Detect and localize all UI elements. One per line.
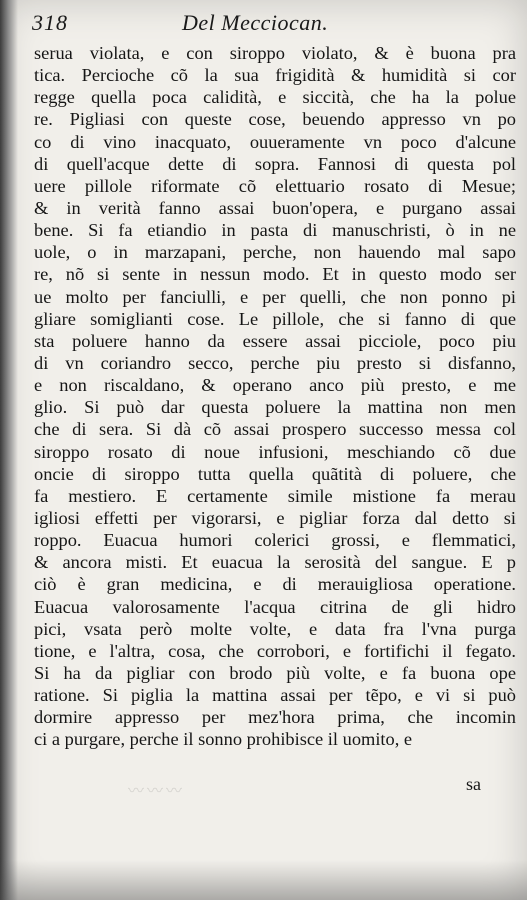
text-line: Euacua valorosamente l'acqua citrina de gli hidro: [34, 596, 516, 617]
text-line: Si ha da pigliar con brodo più volte, e fa buona ope: [34, 662, 516, 683]
text-line: ratione. Si piglia la mattina assai per tẽpo, e vi si può: [34, 685, 516, 706]
page-bottom-shadow: [0, 860, 527, 900]
text-line: ue molto per fanciulli, e per quelli, che non ponno pi: [34, 286, 516, 307]
text-line: co di vino inacquato, ouueramente vn poco d'alcune: [34, 131, 516, 152]
text-line: uere pillole riformate cõ elettuario rosato di Mesue;: [34, 175, 516, 196]
text-line: bene. Si fa etiandio in pasta di manuschristi, ò in ne: [34, 220, 516, 241]
text-line: re. Pigliasi con queste cose, beuendo appresso vn po: [34, 109, 516, 130]
text-line: & ancora misti. Et euacua la serosità del sangue. E p: [34, 552, 516, 573]
text-line: fa mestiero. E certamente simile mistione fa merau: [34, 485, 516, 506]
text-line: gliare somiglianti cose. Le pillole, che si fanno di que: [34, 308, 516, 329]
text-line: & in verità fanno assai buon'opera, e purgano assai: [34, 197, 516, 218]
text-line: glio. Si può dar questa poluere la mattina non men: [34, 397, 516, 418]
catchword: sa: [466, 774, 481, 794]
text-line: di vn coriandro secco, perche piu presto si disfanno,: [34, 352, 516, 373]
text-line: regge quella poca calidità, e siccità, che ha la polue: [34, 87, 516, 108]
text-line: pici, vsata però molte volte, e data fra l'vna purga: [34, 618, 516, 639]
text-line: siroppo rosato di noue infusioni, meschiando cõ due: [34, 441, 516, 462]
text-line: uole, o in marzapani, perche, non hauendo mal sapo: [34, 242, 516, 263]
text-line: ciò è gran medicina, e di merauigliosa operatione.: [34, 574, 516, 595]
text-line: oncie di siroppo tutta quella quãtità di poluere, che: [34, 463, 516, 484]
text-line: che di sera. Si dà cõ assai prospero successo messa col: [34, 419, 516, 440]
page-binding-shadow: [0, 0, 18, 900]
text-line: tica. Percioche cõ la sua frigidità & humidità si cor: [34, 65, 516, 86]
text-line: tione, e l'altra, cosa, che corrobori, e fortifichi il fegato.: [34, 640, 516, 661]
running-head: Del Mecciocan.: [182, 10, 329, 35]
text-line: re, nõ si sente in nessun modo. Et in questo modo ser: [34, 264, 516, 285]
text-line: dormire appresso per mez'hora prima, che incomin: [34, 707, 516, 728]
page-header: [32, 10, 512, 38]
text-line: serua violata, e con siroppo violato, & è buona pra: [34, 43, 516, 63]
body-text: [34, 42, 516, 751]
bleed-through-mark: 〰〰〰: [128, 783, 186, 800]
text-line: ci a purgare, perche il sonno prohibisce il uomito, e: [34, 729, 413, 750]
text-line: sta poluere hanno da essere assai picciole, poco piu: [34, 330, 516, 351]
page-number: 318: [32, 10, 68, 35]
text-line: e non riscaldano, & operano anco più presto, e me: [34, 375, 516, 396]
text-line: igliosi effetti per vigorarsi, e pigliar forza dal detto si: [34, 507, 516, 528]
text-line: roppo. Euacua humori colerici grossi, e flemmatici,: [34, 530, 516, 551]
text-line: di quell'acque dette di sopra. Fannosi di questa pol: [34, 153, 516, 174]
